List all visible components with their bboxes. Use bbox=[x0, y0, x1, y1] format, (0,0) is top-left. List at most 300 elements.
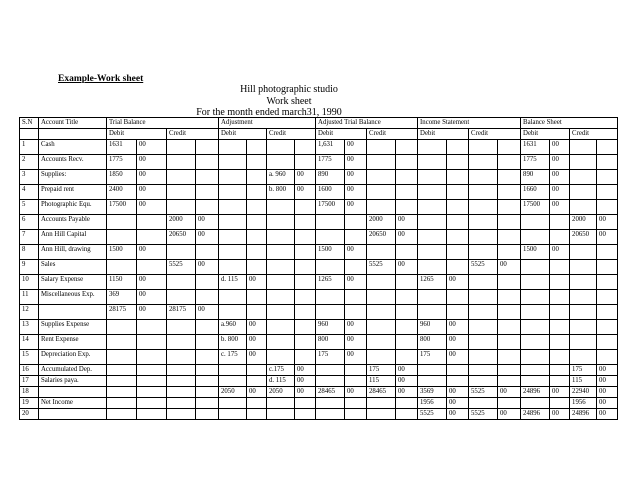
amount-cell bbox=[137, 376, 167, 387]
amount-cell bbox=[247, 230, 267, 245]
amount-cell: 28175 bbox=[107, 305, 137, 320]
amount-cell: 00 bbox=[295, 185, 316, 200]
amount-cell: 00 bbox=[597, 409, 618, 420]
amount-cell bbox=[498, 290, 521, 305]
amount-cell: 00 bbox=[295, 170, 316, 185]
amount-cell bbox=[267, 215, 295, 230]
amount-cell bbox=[167, 155, 196, 170]
amount-cell bbox=[367, 290, 396, 305]
amount-cell: 00 bbox=[447, 350, 469, 365]
row-number: 9 bbox=[20, 260, 39, 275]
row-number: 18 bbox=[20, 387, 39, 398]
amount-cell bbox=[396, 305, 418, 320]
amount-cell bbox=[196, 185, 219, 200]
amount-cell bbox=[167, 350, 196, 365]
amount-cell: 1500 bbox=[107, 245, 137, 260]
amount-cell bbox=[396, 409, 418, 420]
amount-cell bbox=[498, 170, 521, 185]
amount-cell bbox=[167, 335, 196, 350]
amount-cell bbox=[167, 320, 196, 335]
amount-cell bbox=[498, 365, 521, 376]
amount-cell: 00 bbox=[137, 275, 167, 290]
amount-cell bbox=[219, 170, 247, 185]
row-number: 2 bbox=[20, 155, 39, 170]
account-title-cell: Sales bbox=[39, 260, 107, 275]
amount-cell bbox=[447, 245, 469, 260]
amount-cell: 22940 bbox=[570, 387, 597, 398]
amount-cell: 00 bbox=[597, 230, 618, 245]
amount-cell bbox=[345, 215, 367, 230]
amount-cell bbox=[418, 140, 447, 155]
amount-cell: 00 bbox=[295, 387, 316, 398]
amount-cell bbox=[367, 305, 396, 320]
amount-cell: 2050 bbox=[267, 387, 295, 398]
amount-cell: 00 bbox=[550, 140, 570, 155]
amount-cell bbox=[167, 290, 196, 305]
amount-cell bbox=[137, 215, 167, 230]
amount-cell bbox=[196, 170, 219, 185]
amount-cell bbox=[219, 185, 247, 200]
amount-cell bbox=[345, 409, 367, 420]
account-title-cell bbox=[39, 387, 107, 398]
table-row bbox=[20, 185, 618, 200]
amount-cell bbox=[367, 398, 396, 409]
amount-cell bbox=[367, 320, 396, 335]
amount-cell: 00 bbox=[550, 245, 570, 260]
amount-cell bbox=[521, 215, 550, 230]
amount-cell: 00 bbox=[396, 215, 418, 230]
amount-cell bbox=[498, 305, 521, 320]
amount-cell bbox=[295, 350, 316, 365]
amount-cell bbox=[396, 245, 418, 260]
amount-cell: 5525 bbox=[469, 260, 498, 275]
amount-cell bbox=[367, 409, 396, 420]
amount-cell: 00 bbox=[345, 275, 367, 290]
amount-cell bbox=[469, 170, 498, 185]
amount-cell bbox=[247, 260, 267, 275]
amount-cell bbox=[418, 230, 447, 245]
header-adjustment: Adjustment bbox=[219, 118, 316, 129]
table-row bbox=[20, 230, 618, 245]
amount-cell: 00 bbox=[247, 275, 267, 290]
row-number: 8 bbox=[20, 245, 39, 260]
amount-cell bbox=[295, 230, 316, 245]
amount-cell bbox=[219, 200, 247, 215]
amount-cell bbox=[521, 365, 550, 376]
amount-cell: 00 bbox=[396, 387, 418, 398]
amount-cell bbox=[521, 335, 550, 350]
amount-cell: 00 bbox=[247, 387, 267, 398]
amount-cell bbox=[570, 185, 597, 200]
amount-cell: 2000 bbox=[167, 215, 196, 230]
row-number: 4 bbox=[20, 185, 39, 200]
amount-cell bbox=[295, 335, 316, 350]
amount-cell: 00 bbox=[345, 350, 367, 365]
amount-cell: 00 bbox=[396, 230, 418, 245]
amount-cell bbox=[597, 260, 618, 275]
amount-cell bbox=[167, 398, 196, 409]
amount-cell: 890 bbox=[521, 170, 550, 185]
amount-cell: 115 bbox=[367, 376, 396, 387]
header-debit: Debit bbox=[316, 129, 367, 140]
amount-cell bbox=[316, 365, 345, 376]
table-row bbox=[20, 155, 618, 170]
amount-cell bbox=[498, 320, 521, 335]
amount-cell: 00 bbox=[345, 320, 367, 335]
amount-cell bbox=[167, 245, 196, 260]
amount-cell bbox=[396, 170, 418, 185]
amount-cell bbox=[521, 260, 550, 275]
amount-cell: 00 bbox=[447, 387, 469, 398]
row-number: 3 bbox=[20, 170, 39, 185]
table-row bbox=[20, 245, 618, 260]
amount-cell: 800 bbox=[316, 335, 345, 350]
amount-cell: 1775 bbox=[521, 155, 550, 170]
amount-cell: 1500 bbox=[521, 245, 550, 260]
amount-cell bbox=[570, 155, 597, 170]
amount-cell bbox=[521, 320, 550, 335]
amount-cell bbox=[267, 260, 295, 275]
account-title-cell: Supplies: bbox=[39, 170, 107, 185]
amount-cell: 00 bbox=[345, 155, 367, 170]
amount-cell bbox=[418, 215, 447, 230]
amount-cell bbox=[295, 305, 316, 320]
amount-cell bbox=[295, 155, 316, 170]
amount-cell bbox=[396, 290, 418, 305]
header-blank bbox=[20, 129, 39, 140]
amount-cell: 00 bbox=[498, 387, 521, 398]
amount-cell bbox=[316, 398, 345, 409]
amount-cell bbox=[345, 376, 367, 387]
amount-cell: a.960 bbox=[219, 320, 247, 335]
amount-cell: 1631 bbox=[521, 140, 550, 155]
amount-cell bbox=[570, 170, 597, 185]
amount-cell bbox=[550, 320, 570, 335]
amount-cell: 1956 bbox=[570, 398, 597, 409]
account-title-cell: Accounts Recv. bbox=[39, 155, 107, 170]
header-adjusted-trial-balance: Adjusted Trial Balance bbox=[316, 118, 418, 129]
amount-cell bbox=[469, 290, 498, 305]
amount-cell bbox=[196, 140, 219, 155]
amount-cell: 17500 bbox=[521, 200, 550, 215]
amount-cell: a. 960 bbox=[267, 170, 295, 185]
amount-cell bbox=[196, 155, 219, 170]
amount-cell bbox=[447, 140, 469, 155]
amount-cell bbox=[396, 155, 418, 170]
amount-cell: 00 bbox=[550, 155, 570, 170]
account-title-cell bbox=[39, 409, 107, 420]
amount-cell: 00 bbox=[137, 140, 167, 155]
amount-cell bbox=[267, 409, 295, 420]
amount-cell bbox=[396, 200, 418, 215]
amount-cell bbox=[367, 185, 396, 200]
amount-cell bbox=[107, 409, 137, 420]
amount-cell bbox=[396, 275, 418, 290]
amount-cell bbox=[597, 320, 618, 335]
table-row bbox=[20, 376, 618, 387]
amount-cell bbox=[570, 140, 597, 155]
amount-cell bbox=[219, 365, 247, 376]
amount-cell bbox=[219, 260, 247, 275]
amount-cell: 00 bbox=[137, 200, 167, 215]
amount-cell: 5525 bbox=[167, 260, 196, 275]
amount-cell: 175 bbox=[367, 365, 396, 376]
amount-cell bbox=[107, 260, 137, 275]
amount-cell bbox=[316, 260, 345, 275]
account-title-cell: Depreciation Exp. bbox=[39, 350, 107, 365]
row-number: 20 bbox=[20, 409, 39, 420]
amount-cell: 1660 bbox=[521, 185, 550, 200]
row-number: 13 bbox=[20, 320, 39, 335]
amount-cell bbox=[498, 398, 521, 409]
row-number: 10 bbox=[20, 275, 39, 290]
amount-cell bbox=[447, 260, 469, 275]
amount-cell bbox=[418, 200, 447, 215]
amount-cell: 00 bbox=[345, 185, 367, 200]
amount-cell bbox=[418, 245, 447, 260]
account-title-cell: Accumulated Dep. bbox=[39, 365, 107, 376]
amount-cell: 3569 bbox=[418, 387, 447, 398]
amount-cell: 1956 bbox=[418, 398, 447, 409]
account-title-cell: Cash bbox=[39, 140, 107, 155]
account-title-cell: Salary Expense bbox=[39, 275, 107, 290]
amount-cell bbox=[295, 320, 316, 335]
amount-cell bbox=[396, 185, 418, 200]
amount-cell bbox=[267, 155, 295, 170]
amount-cell: 890 bbox=[316, 170, 345, 185]
amount-cell bbox=[597, 200, 618, 215]
amount-cell: 28175 bbox=[167, 305, 196, 320]
amount-cell: 20650 bbox=[167, 230, 196, 245]
amount-cell bbox=[316, 215, 345, 230]
amount-cell: 00 bbox=[447, 398, 469, 409]
amount-cell bbox=[469, 230, 498, 245]
amount-cell bbox=[469, 376, 498, 387]
amount-cell bbox=[247, 200, 267, 215]
amount-cell bbox=[597, 185, 618, 200]
amount-cell: 1265 bbox=[418, 275, 447, 290]
amount-cell bbox=[447, 230, 469, 245]
table-row bbox=[20, 350, 618, 365]
amount-cell: 2000 bbox=[570, 215, 597, 230]
amount-cell bbox=[396, 335, 418, 350]
amount-cell: 960 bbox=[316, 320, 345, 335]
amount-cell bbox=[267, 320, 295, 335]
amount-cell bbox=[316, 290, 345, 305]
amount-cell bbox=[447, 170, 469, 185]
amount-cell bbox=[316, 409, 345, 420]
amount-cell bbox=[219, 140, 247, 155]
amount-cell: 00 bbox=[137, 185, 167, 200]
amount-cell bbox=[295, 200, 316, 215]
period-label: For the month ended march31, 1990 bbox=[196, 107, 342, 118]
amount-cell: 1150 bbox=[107, 275, 137, 290]
amount-cell bbox=[447, 376, 469, 387]
amount-cell: 5525 bbox=[367, 260, 396, 275]
amount-cell bbox=[219, 398, 247, 409]
amount-cell bbox=[469, 185, 498, 200]
amount-cell bbox=[107, 230, 137, 245]
header-account-title: Account Title bbox=[39, 118, 107, 129]
amount-cell bbox=[267, 230, 295, 245]
amount-cell: 1775 bbox=[107, 155, 137, 170]
amount-cell: 00 bbox=[345, 140, 367, 155]
amount-cell bbox=[137, 260, 167, 275]
amount-cell bbox=[345, 305, 367, 320]
amount-cell bbox=[521, 275, 550, 290]
amount-cell bbox=[597, 170, 618, 185]
row-number: 17 bbox=[20, 376, 39, 387]
amount-cell: 00 bbox=[498, 260, 521, 275]
amount-cell: 5525 bbox=[469, 409, 498, 420]
amount-cell bbox=[447, 185, 469, 200]
amount-cell bbox=[469, 398, 498, 409]
header-debit: Debit bbox=[418, 129, 469, 140]
amount-cell: 175 bbox=[316, 350, 345, 365]
amount-cell: 24896 bbox=[521, 387, 550, 398]
amount-cell bbox=[570, 350, 597, 365]
amount-cell bbox=[247, 305, 267, 320]
amount-cell bbox=[247, 140, 267, 155]
amount-cell bbox=[196, 275, 219, 290]
amount-cell bbox=[469, 350, 498, 365]
amount-cell: 1265 bbox=[316, 275, 345, 290]
amount-cell bbox=[597, 335, 618, 350]
amount-cell bbox=[597, 140, 618, 155]
amount-cell bbox=[570, 335, 597, 350]
table-row bbox=[20, 335, 618, 350]
amount-cell: 2400 bbox=[107, 185, 137, 200]
amount-cell bbox=[167, 387, 196, 398]
amount-cell bbox=[295, 398, 316, 409]
amount-cell bbox=[219, 409, 247, 420]
amount-cell bbox=[498, 200, 521, 215]
amount-cell: 00 bbox=[447, 335, 469, 350]
table-row bbox=[20, 215, 618, 230]
amount-cell bbox=[196, 387, 219, 398]
table-row bbox=[20, 170, 618, 185]
amount-cell bbox=[295, 260, 316, 275]
account-title-cell: Prepaid rent bbox=[39, 185, 107, 200]
amount-cell: 00 bbox=[597, 387, 618, 398]
amount-cell: 2050 bbox=[219, 387, 247, 398]
amount-cell bbox=[167, 376, 196, 387]
amount-cell: 175 bbox=[418, 350, 447, 365]
row-number: 15 bbox=[20, 350, 39, 365]
amount-cell: 00 bbox=[550, 170, 570, 185]
amount-cell bbox=[447, 215, 469, 230]
amount-cell bbox=[498, 230, 521, 245]
amount-cell bbox=[345, 260, 367, 275]
amount-cell: c. 175 bbox=[219, 350, 247, 365]
amount-cell bbox=[196, 376, 219, 387]
amount-cell bbox=[418, 305, 447, 320]
amount-cell bbox=[550, 305, 570, 320]
amount-cell bbox=[367, 245, 396, 260]
amount-cell bbox=[295, 140, 316, 155]
amount-cell bbox=[267, 398, 295, 409]
amount-cell bbox=[107, 215, 137, 230]
row-number: 11 bbox=[20, 290, 39, 305]
amount-cell bbox=[107, 365, 137, 376]
header-row-groups bbox=[20, 118, 618, 129]
header-debit: Debit bbox=[107, 129, 167, 140]
amount-cell bbox=[219, 230, 247, 245]
amount-cell bbox=[521, 290, 550, 305]
amount-cell: 00 bbox=[196, 305, 219, 320]
amount-cell bbox=[521, 350, 550, 365]
amount-cell bbox=[498, 275, 521, 290]
amount-cell bbox=[167, 185, 196, 200]
amount-cell: 00 bbox=[345, 335, 367, 350]
amount-cell: 00 bbox=[550, 185, 570, 200]
amount-cell bbox=[597, 290, 618, 305]
amount-cell bbox=[396, 140, 418, 155]
amount-cell bbox=[196, 245, 219, 260]
amount-cell bbox=[247, 398, 267, 409]
amount-cell: 1775 bbox=[316, 155, 345, 170]
amount-cell bbox=[498, 245, 521, 260]
header-credit: Credit bbox=[469, 129, 521, 140]
amount-cell bbox=[570, 320, 597, 335]
amount-cell: 20650 bbox=[367, 230, 396, 245]
amount-cell bbox=[469, 335, 498, 350]
amount-cell bbox=[550, 398, 570, 409]
amount-cell: 28465 bbox=[316, 387, 345, 398]
table-row bbox=[20, 200, 618, 215]
table-row bbox=[20, 398, 618, 409]
amount-cell bbox=[247, 245, 267, 260]
amount-cell bbox=[267, 305, 295, 320]
amount-cell: 00 bbox=[196, 230, 219, 245]
table-row bbox=[20, 275, 618, 290]
amount-cell bbox=[367, 350, 396, 365]
amount-cell bbox=[295, 275, 316, 290]
amount-cell bbox=[447, 365, 469, 376]
amount-cell: 1,631 bbox=[316, 140, 345, 155]
amount-cell bbox=[267, 275, 295, 290]
amount-cell: d. 115 bbox=[267, 376, 295, 387]
amount-cell bbox=[167, 140, 196, 155]
amount-cell bbox=[418, 290, 447, 305]
amount-cell bbox=[570, 200, 597, 215]
amount-cell bbox=[267, 290, 295, 305]
amount-cell bbox=[345, 365, 367, 376]
amount-cell bbox=[219, 245, 247, 260]
table-row bbox=[20, 320, 618, 335]
amount-cell bbox=[469, 155, 498, 170]
amount-cell bbox=[196, 335, 219, 350]
amount-cell bbox=[418, 365, 447, 376]
amount-cell bbox=[316, 305, 345, 320]
amount-cell bbox=[167, 170, 196, 185]
table-row bbox=[20, 305, 618, 320]
amount-cell bbox=[498, 140, 521, 155]
amount-cell: 00 bbox=[447, 320, 469, 335]
amount-cell bbox=[137, 320, 167, 335]
table-row bbox=[20, 260, 618, 275]
amount-cell bbox=[469, 140, 498, 155]
table-row bbox=[20, 290, 618, 305]
amount-cell bbox=[137, 230, 167, 245]
amount-cell bbox=[597, 245, 618, 260]
amount-cell bbox=[247, 170, 267, 185]
amount-cell bbox=[167, 409, 196, 420]
amount-cell: 00 bbox=[345, 387, 367, 398]
amount-cell bbox=[550, 260, 570, 275]
amount-cell: 00 bbox=[196, 260, 219, 275]
header-credit: Credit bbox=[267, 129, 316, 140]
